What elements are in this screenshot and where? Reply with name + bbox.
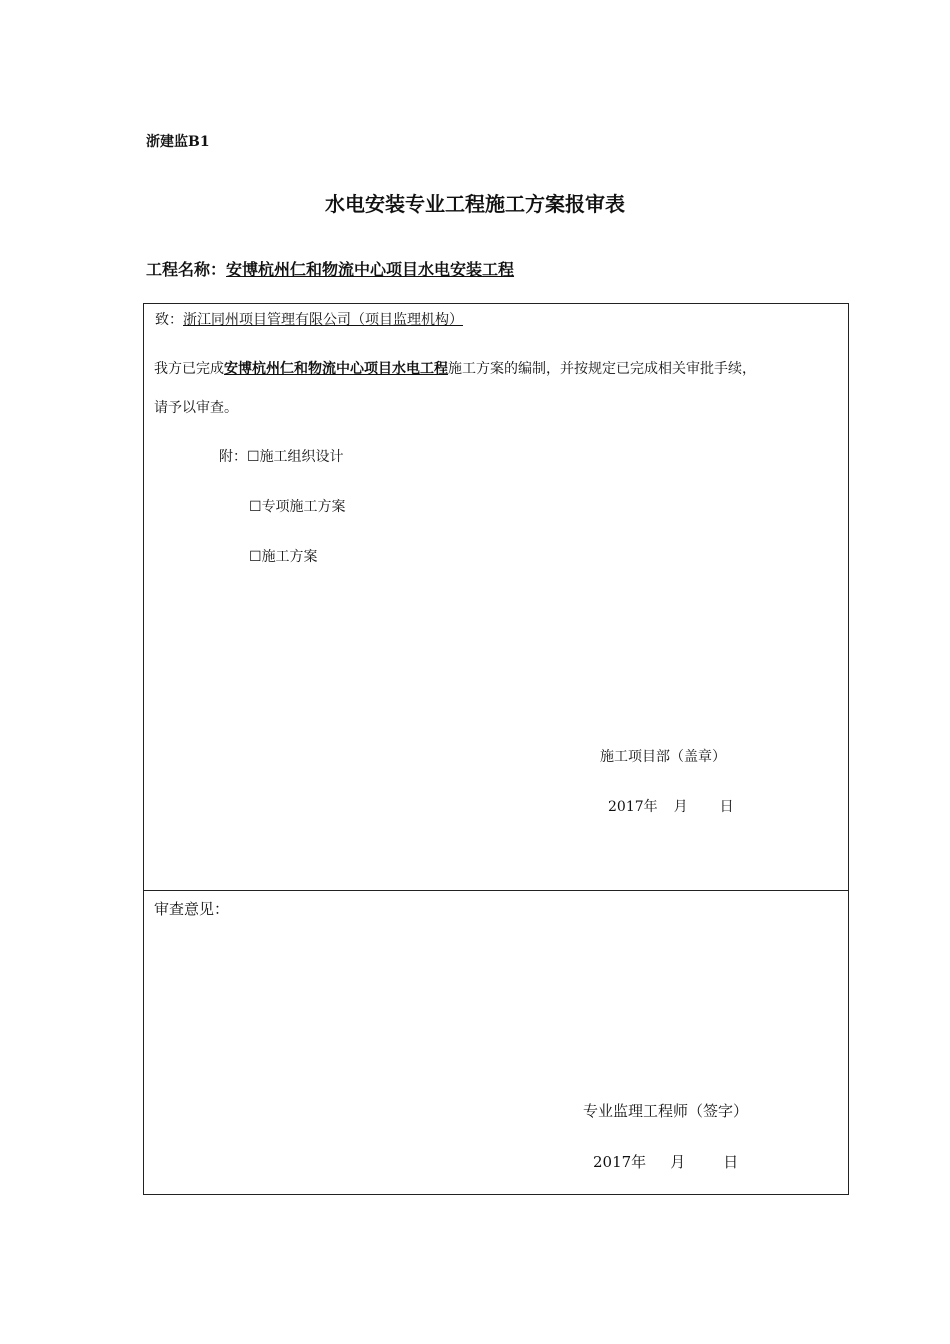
paragraph-prefix: 我方已完成 — [154, 361, 224, 377]
date-day: 日 — [723, 1153, 739, 1171]
project-name: 安博杭州仁和物流中心项目水电安装工程 — [226, 260, 515, 279]
attachment-text: 施工方案 — [261, 549, 318, 565]
addressee-prefix: 致： — [155, 312, 183, 328]
attachment-text: 施工组织设计 — [259, 449, 344, 465]
checkbox-icon[interactable]: ☐ — [249, 499, 262, 515]
attachment-item-special-plan — [249, 496, 346, 516]
attachment-text: 专项施工方案 — [261, 499, 346, 515]
engineer-signature-label: 专业监理工程师（签字） — [583, 1102, 749, 1120]
date-day: 日 — [719, 799, 734, 815]
attachment-label: 附： — [219, 449, 247, 465]
date-month: 月 — [673, 799, 688, 815]
date-year: 2017年 — [593, 1153, 647, 1171]
attachment-item-construction-design — [219, 446, 344, 466]
paragraph-project: 安博杭州仁和物流中心项目水电工程 — [224, 361, 448, 377]
checkbox-icon[interactable]: ☐ — [247, 449, 260, 465]
project-name-line — [146, 257, 514, 280]
project-label: 工程名称： — [146, 260, 227, 279]
form-code: 浙建监B1 — [146, 134, 210, 150]
date-year: 2017年 — [608, 799, 658, 815]
submission-date — [608, 796, 734, 816]
form-table — [143, 303, 849, 1195]
section-divider — [143, 890, 849, 891]
contractor-seal-label: 施工项目部（盖章） — [600, 749, 726, 765]
paragraph-suffix: 施工方案的编制，并按规定已完成相关审批手续， — [448, 361, 756, 377]
review-date — [593, 1151, 738, 1172]
addressee-name: 浙江同州项目管理有限公司（项目监理机构） — [183, 312, 463, 328]
attachment-item-construction-plan — [249, 546, 318, 566]
checkbox-icon[interactable]: ☐ — [249, 549, 262, 565]
addressee-line — [155, 309, 463, 329]
date-month: 月 — [670, 1153, 686, 1171]
page-title: 水电安装专业工程施工方案报审表 — [325, 192, 625, 216]
submission-paragraph — [154, 358, 756, 378]
review-opinion-label: 审查意见： — [154, 900, 230, 918]
submission-paragraph-line2: 请予以审查。 — [154, 400, 238, 416]
